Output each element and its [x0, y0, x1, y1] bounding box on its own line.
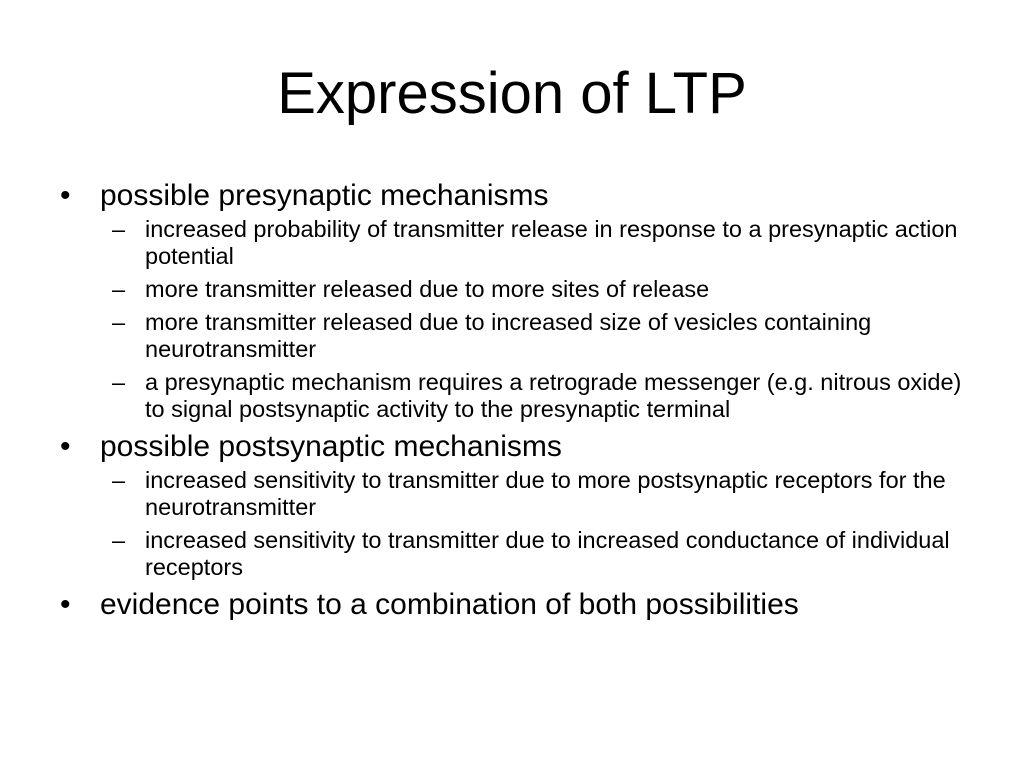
- sub-bullet-item: [60, 216, 980, 270]
- dash-icon: –: [112, 276, 126, 302]
- slide-title: Expression of LTP: [277, 61, 747, 126]
- bullet-item: [60, 587, 980, 623]
- bullet-text: possible postsynaptic mechanisms: [100, 430, 562, 463]
- bullet-text: evidence points to a combination of both possibilities: [100, 588, 799, 621]
- sub-bullet-list: [60, 216, 980, 423]
- sub-bullet-item: [60, 369, 980, 423]
- bullet-icon: •: [60, 430, 71, 463]
- bullet-icon: •: [60, 588, 71, 621]
- sub-bullet-text: increased sensitivity to transmitter due to more postsynaptic receptors for the neurotransmitter: [145, 467, 946, 520]
- sub-bullet-item: [60, 276, 980, 303]
- sub-bullet-text: more transmitter released due to more sites of release: [145, 276, 710, 302]
- sub-bullet-text: increased probability of transmitter release in response to a presynaptic action potential: [145, 216, 958, 269]
- sub-bullet-item: [60, 309, 980, 363]
- slide-body: [60, 178, 980, 623]
- bullet-item: [60, 178, 980, 214]
- dash-icon: –: [112, 369, 126, 395]
- bullet-text: possible presynaptic mechanisms: [100, 179, 549, 212]
- dash-icon: –: [112, 216, 126, 242]
- sub-bullet-item: [60, 527, 980, 581]
- dash-icon: –: [112, 467, 126, 493]
- sub-bullet-item: [60, 467, 980, 521]
- bullet-item: [60, 429, 980, 465]
- sub-bullet-text: a presynaptic mechanism requires a retrograde messenger (e.g. nitrous oxide) to signal postsynaptic activity to the presynaptic terminal: [145, 369, 962, 422]
- sub-bullet-list: [60, 467, 980, 581]
- dash-icon: –: [112, 527, 126, 553]
- bullet-icon: •: [60, 179, 71, 212]
- sub-bullet-text: more transmitter released due to increased size of vesicles containing neurotransmitter: [145, 309, 872, 362]
- sub-bullet-text: increased sensitivity to transmitter due to increased conductance of individual receptors: [145, 527, 950, 580]
- dash-icon: –: [112, 309, 126, 335]
